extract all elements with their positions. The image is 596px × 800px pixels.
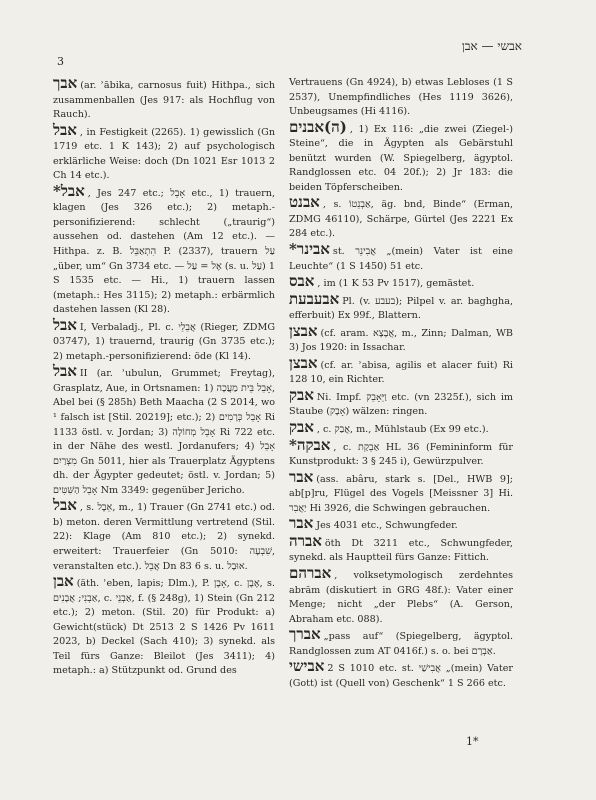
entry-text: (cf. aram. אֲבָצָא, m., Zinn; Dalman, WB 3) Jos 1920: in Issachar.	[289, 327, 513, 354]
dictionary-entry	[53, 574, 275, 679]
entry-headword: אבצן	[289, 321, 318, 340]
entry-headword: אבצן	[289, 353, 318, 372]
entry-headword: אבל	[53, 496, 77, 515]
entry-text: I, Verbaladj., Pl. c. אֲבֵלֵי (Rieger, ZDMG 03747), 1) trauernd, traurig (Gn 3735 etc.); 2) metaph.-personifizierend: öde (Kl 14).	[53, 321, 275, 362]
entry-headword: אבישי	[289, 657, 325, 676]
dictionary-entry	[289, 627, 513, 659]
dictionary-entry	[289, 467, 513, 517]
entry-headword: אבק	[289, 385, 314, 404]
dictionary-entry	[53, 498, 275, 574]
dictionary-entry	[289, 117, 513, 196]
page-number: 3	[57, 55, 64, 68]
running-title: אבשי — אבן	[461, 39, 522, 53]
left-column	[53, 76, 275, 679]
entry-text: öth Dt 3211 etc., Schwungfeder, synekd. als Hauptteil fürs Ganze: Fittich.	[289, 537, 513, 564]
entry-text: , s. אַבְנֵטוֹ, äg. bnd, Binde“ (Erman, ZDMG 46110), Schärpe, Gürtel (Jes 2221 Ex 284 etc.).	[289, 199, 513, 240]
entry-headword: אבל	[53, 120, 77, 139]
entry-headword: אבר	[289, 514, 314, 533]
dictionary-entry	[289, 195, 513, 242]
entry-headword: אברהם	[289, 563, 332, 582]
dictionary-entry	[53, 364, 275, 498]
entry-text: 2 S 1010 etc. st. אֲבִישַׁי „(mein) Vater (Gott) ist (Quell von) Geschenk“ 1 S 266 etc.	[289, 663, 514, 689]
entry-headword: אבס	[289, 272, 315, 291]
entry-text: „pass auf“ (Spiegelberg, ägyptol. Randglossen zum AT 0416f.) s. o. bei אַבְרָם.	[289, 631, 513, 657]
dictionary-entry	[53, 76, 275, 123]
entry-text: , volksetymologisch zerdehntes abrām (diskutiert in GRG 48f.): Vater einer Menge; nicht „der Plebs“ (A. Gerson, Abraham etc. 088).	[289, 569, 513, 625]
dictionary-entry	[289, 242, 513, 274]
entry-text: Vertrauens (Gn 4924), b) etwas Lebloses (1 S 2537), Unempfindliches (Hes 1119 3626), Unbeugsames (Hi 4116).	[289, 77, 513, 118]
entry-text: (äth. ʾeben, lapis; Dlm.), P. אָבֶן, c. אֶבֶן, s. אַבְנִי; אֲבָנִים, c. אַבְנֵי, f. (§ 248g), 1) Stein (Gn 212 etc.); 2) meton. (Stil. 20) für Produkt: a) Gewicht(stück) Dt 2513 2 S 1426 Pv 1611 2023, b) Deckel (Sach 410); 3) synekd. als Teil fürs Ganze: Bleilot (Jes 3411); 4) metaph.: a) Stützpunkt od. Grund des	[53, 578, 275, 677]
entry-headword: אבך	[53, 74, 78, 92]
dictionary-entry	[289, 385, 513, 420]
entry-headword: אבן	[53, 572, 74, 591]
entry-text: (ar. ʾābika, carnosus fuit) Hithpa., sich zusammenballen (Jes 917: als Hochflug von Rauch).	[53, 80, 275, 121]
entry-headword: אבל	[53, 362, 77, 381]
printer-signature: 1*	[466, 735, 479, 748]
entry-text: , 1) Ex 116: „die zwei (Ziegel-) Steine“, die in Ägypten als Gebärstuhl benützt wurden (W. Spiegelberg, ägyptol. Randglossen etc. 04 20f.); 2) Jr 183: die beiden Töpferscheiben.	[289, 123, 513, 193]
entry-text: II (ar. ʾubulun, Grummet; Freytag), Grasplatz, Aue, in Ortsnamen: 1) אָבֵל בֵּית מַעֲכָה, Abel bei (§ 285h) Beth Maacha (2 S 2014, wo ¹ falsch ist [Stil. 20219]; etc.); 2) אָבֵל כְּרָמִים Ri 1133 östl. v. Jordan; 3) אָבֵל מְחוֹלָה Ri 722 etc. in der Nähe des westl. Jordanufers; 4) אָבֵל מִצְרַיִם Gn 5011, hier als Trauerplatz Ägyptens dh. der Ägypter gedeutet; östl. v. Jordan; 5) אָבֵל הַשִּׁטִּים Nm 3349: gegenüber Jericho.	[53, 368, 276, 496]
entry-headword: אבר	[289, 467, 314, 486]
entry-text: , Jes 247 etc.; אָבֵל etc., 1) trauern, klagen (Jes 326 etc.); 2) metaph.-personifizierend: schlecht („traurig“) aussehen od. dastehen (Am 12 etc.). — Hithpa. z. B. הִתְאַבֵּל P. (2337), trauern עַל „über, um“ Gn 3734 etc. — אֶל = עַל (s. u. עַל) 1 S 1535 etc. — Hi., 1) trauern lassen (metaph.: Hes 3115); 2) metaph.: erbärmlich dastehen lassen (Kl 28).	[53, 187, 275, 316]
right-column	[289, 76, 513, 691]
entry-text: Pl. (v. בעבע); Pilpel v. ar. baghgha, efferbuit) Ex 99f., Blattern.	[289, 295, 513, 322]
dictionary-entry	[53, 315, 275, 365]
dictionary-entry	[53, 120, 275, 184]
entry-text: (ass. abâru, stark s. [Del., HWB 9]; ab[p]ru, Flügel des Vogels [Meissner 3] Hi. יַאֲבִר Hi 3926, die Schwingen gebrauchen.	[289, 473, 513, 514]
entry-headword: (ה)אבנים	[289, 117, 347, 136]
entry-headword: אבינר*	[289, 240, 330, 259]
entry-headword: אבקה*	[289, 435, 331, 454]
entry-headword: אבל	[53, 315, 77, 334]
dictionary-entry	[289, 563, 513, 627]
entry-text: , s. אֵבֶל, m., 1) Trauer (Gn 2741 etc.) od. b) meton. deren Vermittlung vertretend (Stil. 22): Klage (Am 810 etc.); 2) synekd. erweitert: Trauerfeier (Gn 5010: שִׁבְעָה, veranstalten etc.). אֲבֵל Dn 83 6 s. u. אוּבָל.	[53, 502, 275, 572]
dictionary-entry	[289, 531, 513, 566]
dictionary-entry	[289, 435, 513, 470]
entry-text: st. אֲבִינֵר „(mein) Vater ist eine Leuchte“ (1 S 1450) 51 etc.	[289, 246, 513, 272]
dictionary-entry	[289, 289, 513, 324]
dictionary-entry	[53, 181, 275, 318]
entry-text: , im (1 K 53 Pv 1517), gemästet.	[317, 278, 475, 290]
dictionary-entry	[289, 420, 513, 438]
entry-text: Jes 4031 etc., Schwungfeder.	[316, 520, 458, 532]
entry-text: , c. אֲבַק, m., Mühlstaub (Ex 99 etc.).	[316, 424, 489, 436]
entry-text: (cf. ar. ʾabisa, agilis et alacer fuit) Ri 128 10, ein Richter.	[289, 359, 513, 386]
entry-headword: אבנט	[289, 193, 320, 212]
entry-text: Ni. Impf. וַיֵּאָבֵק etc. (vn 2325f.), sich im Staube (אָבָק) wälzen: ringen.	[289, 391, 513, 418]
dictionary-entry	[289, 516, 513, 534]
dictionary-entry	[289, 353, 513, 388]
dictionary-entry	[289, 321, 513, 356]
entry-headword: אבק	[289, 418, 314, 437]
entry-headword: אברה	[289, 531, 322, 550]
entry-headword: אברך	[289, 625, 321, 644]
entry-headword: אבעבעת	[289, 289, 340, 308]
dictionary-entry	[289, 76, 513, 120]
entry-headword: אבל*	[53, 181, 85, 200]
entry-text: , c. אַבְקַת HL 36 (Femininform für Kunstprodukt: 3 § 245 i), Gewürzpulver.	[289, 441, 513, 468]
dictionary-entry	[289, 659, 513, 691]
entry-text: , in Festigkeit (2265). 1) gewisslich (Gn 1719 etc. 1 K 143); 2) auf psychologisch erklärliche Weise: doch (Dn 1021 Esr 1013 2 Ch 14 etc.).	[53, 126, 275, 182]
